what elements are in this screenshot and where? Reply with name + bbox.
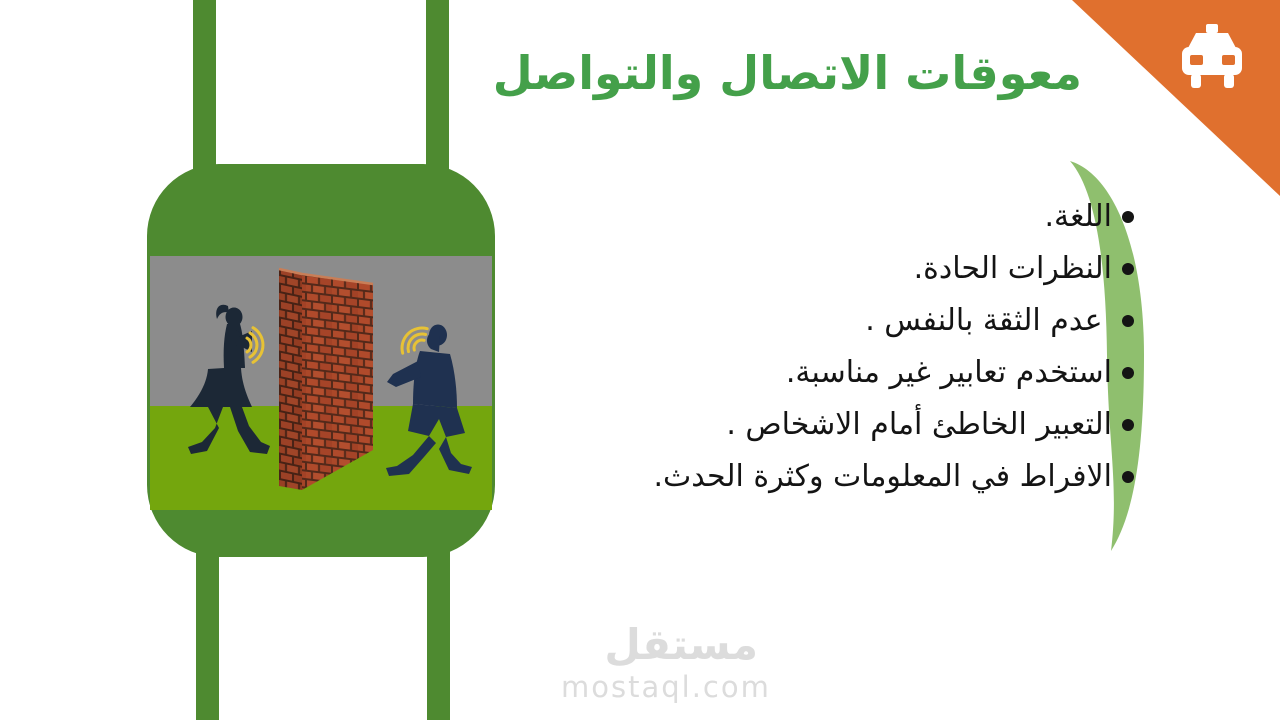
- bullet-dot: [1122, 367, 1134, 379]
- communication-barrier-illustration: [150, 256, 492, 510]
- bullet-dot: [1122, 419, 1134, 431]
- list-item: [653, 451, 1134, 503]
- slide-title: معوقات الاتصال والتواصل: [492, 46, 1082, 100]
- watch-strap-top-left: [193, 0, 216, 174]
- bullet-dot: [1122, 263, 1134, 275]
- watermark-domain: mostaql.com: [561, 670, 771, 704]
- list-item-text: الافراط في المعلومات وكثرة الحدث.: [653, 459, 1112, 494]
- bullet-dot: [1122, 315, 1134, 327]
- list-item: [653, 347, 1134, 399]
- list-item-text: التعبير الخاطئ أمام الاشخاص .: [726, 407, 1112, 442]
- watermark-arabic-logo: مستقل: [604, 620, 758, 669]
- bullet-list: [653, 191, 1134, 503]
- watch-strap-bottom-right: [427, 550, 450, 720]
- list-item: [653, 243, 1134, 295]
- bullet-dot: [1122, 211, 1134, 223]
- list-item: [653, 399, 1134, 451]
- list-item-text: اللغة.: [1044, 199, 1112, 234]
- bullet-dot: [1122, 471, 1134, 483]
- brick-wall: [279, 269, 373, 490]
- list-item-text: النظرات الحادة.: [913, 251, 1112, 286]
- watch-strap-top-right: [426, 0, 449, 174]
- list-item: [653, 191, 1134, 243]
- list-item-text: عدم الثقة بالنفس .: [865, 303, 1112, 338]
- list-item-text: استخدم تعابير غير مناسبة.: [785, 355, 1112, 390]
- list-item: [653, 295, 1134, 347]
- watch-strap-bottom-left: [196, 550, 219, 720]
